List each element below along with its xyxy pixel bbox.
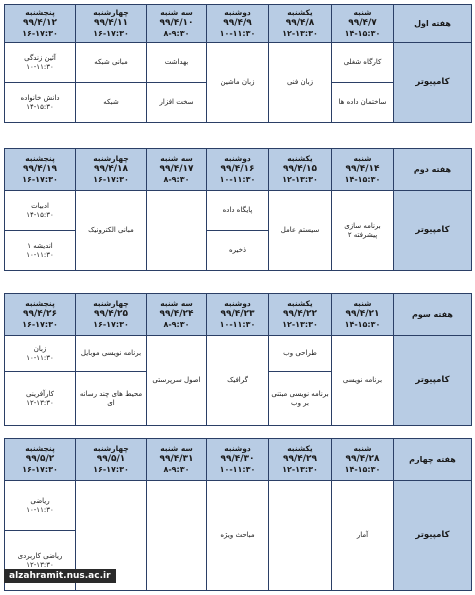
course-cell: مبانی الکترونیک [76, 191, 147, 271]
week-4-header-wed: چهارشنبه ۹۹/۵/۱ ۱۶-۱۷:۳۰ [76, 439, 147, 481]
week-4-subject: کامپیوتر [394, 481, 472, 591]
course-cell: برنامه نویسی موبایل [76, 336, 147, 372]
week-4-header-thu: پنجشنبه ۹۹/۵/۲ ۱۶-۱۷:۳۰ [5, 439, 76, 481]
week-1-header-wed: چهارشنبه ۹۹/۴/۱۱ ۱۶-۱۷:۳۰ [76, 5, 147, 43]
course-cell: طراحی وب [269, 336, 332, 372]
week-1-header-sun: یکشنبه ۹۹/۴/۸ ۱۲-۱۳:۳۰ [269, 5, 332, 43]
week-1-name: هفته اول [394, 5, 472, 43]
empty-cell [147, 481, 207, 591]
week-3-header-mon: دوشنبه ۹۹/۴/۲۳ ۱۰-۱۱:۳۰ [207, 294, 269, 336]
week-3-header-tue: سه شنبه ۹۹/۴/۲۴ ۸-۹:۳۰ [147, 294, 207, 336]
week-1-subject: کامپیوتر [394, 43, 472, 123]
course-cell: کارگاه شغلی [332, 43, 394, 83]
course-cell: برنامه سازی پیشرفته ۲ [332, 191, 394, 271]
course-cell: آمار [332, 481, 394, 591]
course-cell-with-time: ادبیات ۱۴-۱۵:۳۰ [5, 191, 76, 231]
week-2-header-sat: شنبه ۹۹/۴/۱۴ ۱۴-۱۵:۳۰ [332, 149, 394, 191]
course-cell: اصول سرپرستی [147, 336, 207, 426]
course-cell-with-time: دانش خانواده ۱۴-۱۵:۳۰ [5, 83, 76, 123]
empty-cell [147, 191, 207, 271]
course-cell-with-time: زبان ۱۰-۱۱:۳۰ [5, 336, 76, 372]
course-cell: بهداشت [147, 43, 207, 83]
week-1-header-sat: شنبه ۹۹/۴/۷ ۱۴-۱۵:۳۰ [332, 5, 394, 43]
week-4-header-sat: شنبه ۹۹/۴/۲۸ ۱۴-۱۵:۳۰ [332, 439, 394, 481]
course-cell: سخت افزار [147, 83, 207, 123]
course-cell: برنامه نویسی [332, 336, 394, 426]
week-3-subject: کامپیوتر [394, 336, 472, 426]
week-3-header-wed: چهارشنبه ۹۹/۴/۲۵ ۱۶-۱۷:۳۰ [76, 294, 147, 336]
course-cell: مبانی شبکه [76, 43, 147, 83]
course-cell: مباحث ویژه [207, 481, 269, 591]
week-4-name: هفته چهارم [394, 439, 472, 481]
week-2-header-wed: چهارشنبه ۹۹/۴/۱۸ ۱۶-۱۷:۳۰ [76, 149, 147, 191]
week-2-name: هفته دوم [394, 149, 472, 191]
week-4-header-sun: یکشنبه ۹۹/۴/۲۹ ۱۲-۱۳:۳۰ [269, 439, 332, 481]
week-1-header-mon: دوشنبه ۹۹/۴/۹ ۱۰-۱۱:۳۰ [207, 5, 269, 43]
course-cell: ساختمان داده ها [332, 83, 394, 123]
course-cell-with-time: ریاضی کاربردی ۱۲-۱۳:۳۰ [5, 531, 76, 591]
course-cell: برنامه نویسی مبتنی بر وب [269, 372, 332, 426]
week-2-table [4, 148, 472, 271]
course-cell-with-time: ریاضی ۱۰-۱۱:۳۰ [5, 481, 76, 531]
course-cell: محیط های چند رسانه ای [76, 372, 147, 426]
week-3-name: هفته سوم [394, 294, 472, 336]
course-cell: زبان فنی [269, 43, 332, 123]
course-cell-with-time: اندیشه ۱ ۱۰-۱۱:۳۰ [5, 231, 76, 271]
week-1-header-thu: پنجشنبه ۹۹/۴/۱۲ ۱۶-۱۷:۳۰ [5, 5, 76, 43]
week-4-header-tue: سه شنبه ۹۹/۴/۳۱ ۸-۹:۳۰ [147, 439, 207, 481]
week-2-header-thu: پنجشنبه ۹۹/۴/۱۹ ۱۶-۱۷:۳۰ [5, 149, 76, 191]
week-3-header-thu: پنجشنبه ۹۹/۴/۲۶ ۱۶-۱۷:۳۰ [5, 294, 76, 336]
course-cell: زبان ماشین [207, 43, 269, 123]
week-1-header-tue: سه شنبه ۹۹/۴/۱۰ ۸-۹:۳۰ [147, 5, 207, 43]
course-cell-with-time: آئین زندگی ۱۰-۱۱:۳۰ [5, 43, 76, 83]
course-cell: شبکه [76, 83, 147, 123]
course-cell-with-time: کارآفرینی ۱۲-۱۳:۳۰ [5, 372, 76, 426]
week-1-table [4, 4, 472, 123]
site-url-watermark: alzahramit.nus.ac.ir [4, 569, 116, 583]
week-3-table [4, 293, 472, 426]
week-2-header-mon: دوشنبه ۹۹/۴/۱۶ ۱۰-۱۱:۳۰ [207, 149, 269, 191]
course-cell: گرافیک [207, 336, 269, 426]
course-cell: ذخیره [207, 231, 269, 271]
week-2-header-tue: سه شنبه ۹۹/۴/۱۷ ۸-۹:۳۰ [147, 149, 207, 191]
week-2-subject: کامپیوتر [394, 191, 472, 271]
week-4-header-mon: دوشنبه ۹۹/۴/۳۰ ۱۰-۱۱:۳۰ [207, 439, 269, 481]
empty-cell [269, 481, 332, 591]
week-3-header-sat: شنبه ۹۹/۴/۲۱ ۱۴-۱۵:۳۰ [332, 294, 394, 336]
week-2-header-sun: یکشنبه ۹۹/۴/۱۵ ۱۲-۱۳:۳۰ [269, 149, 332, 191]
week-3-header-sun: یکشنبه ۹۹/۴/۲۲ ۱۲-۱۳:۳۰ [269, 294, 332, 336]
course-cell: پایگاه داده [207, 191, 269, 231]
course-cell: سیستم عامل [269, 191, 332, 271]
